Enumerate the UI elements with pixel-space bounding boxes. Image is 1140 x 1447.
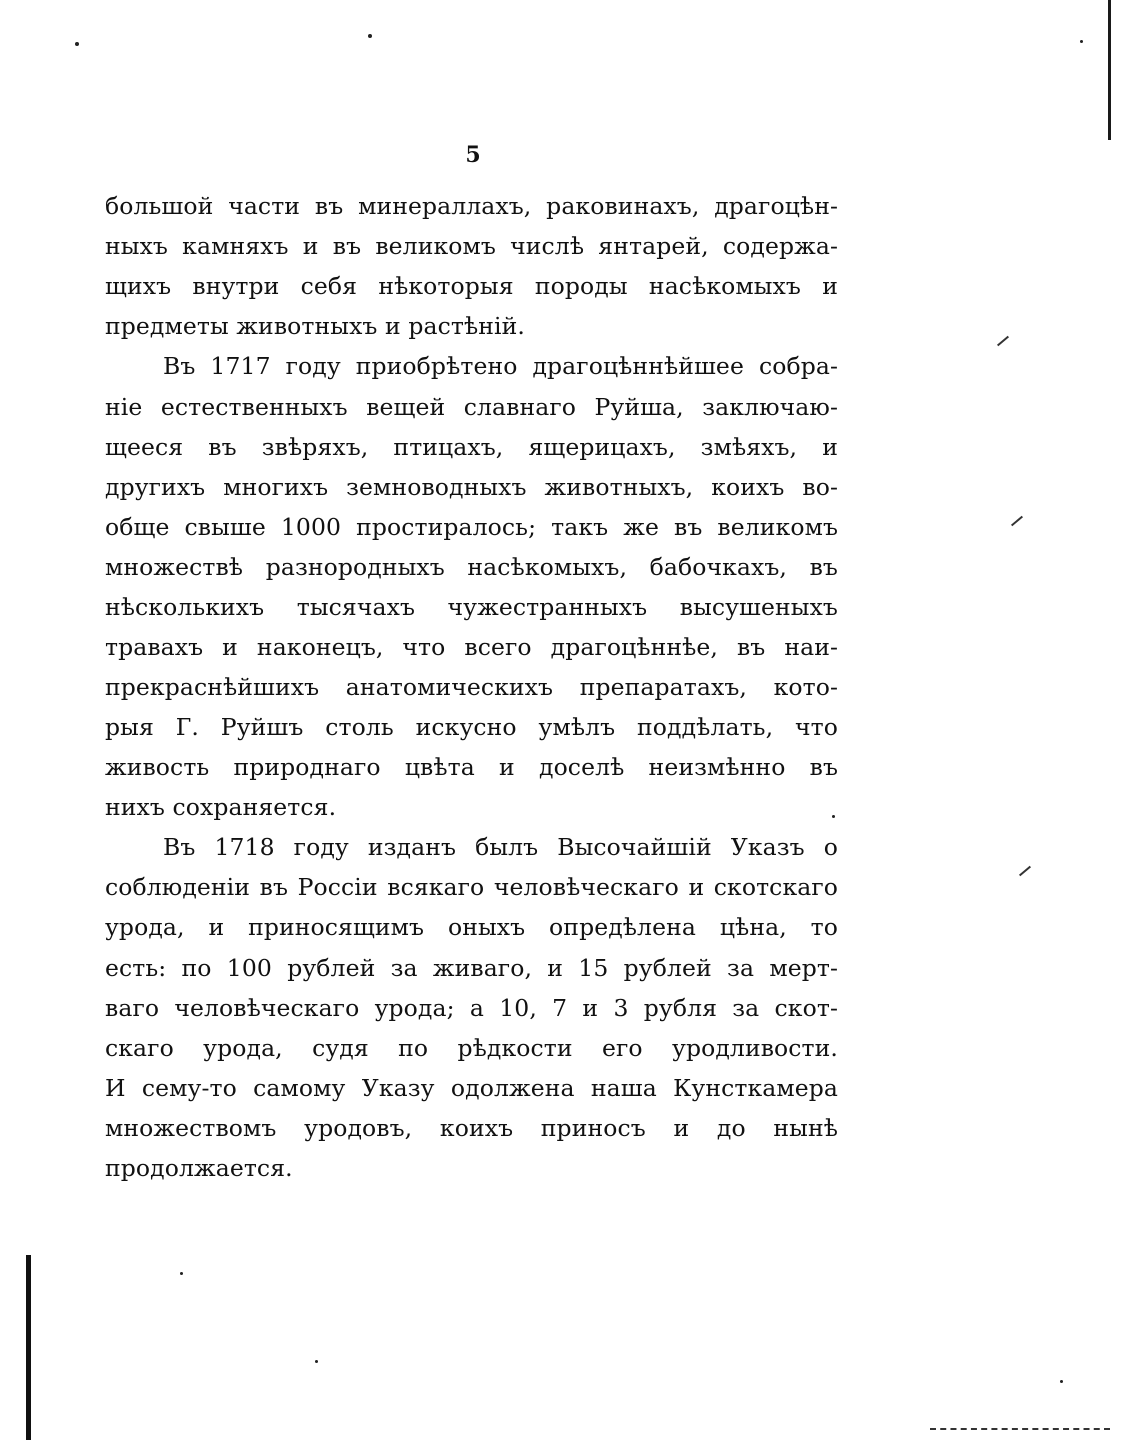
page-number: 5	[465, 142, 481, 168]
text-line: прекраснѣйшихъ анатомическихъ препаратахъ, кото-	[105, 673, 838, 701]
scan-speck	[368, 34, 372, 38]
page-edge-rule-right	[1108, 0, 1111, 140]
text-line: другихъ многихъ земноводныхъ животныхъ, коихъ во-	[105, 473, 838, 501]
text-line: нѣсколькихъ тысячахъ чужестранныхъ высушеныхъ	[105, 593, 838, 621]
text-line: обще свыше 1000 простиралось; такъ же въ великомъ	[105, 513, 838, 541]
text-line: ніе естественныхъ вещей славнаго Руйша, заключаю-	[105, 393, 838, 421]
text-line: щихъ внутри себя нѣкоторыя породы насѣкомыхъ и	[105, 272, 838, 300]
paragraph-first-line: Въ 1717 году приобрѣтено драгоцѣннѣйшее собра-	[163, 352, 838, 380]
text-line: множествомъ уродовъ, коихъ приносъ и до нынѣ	[105, 1114, 838, 1142]
text-line: И сему-то самому Указу одолжена наша Кунсткамера	[105, 1074, 838, 1102]
scan-speck	[180, 1272, 183, 1275]
paragraph-first-line: Въ 1718 году изданъ былъ Высочайшій Указъ о	[163, 833, 838, 861]
text-line: соблюденіи въ Россіи всякаго человѣческаго и скотскаго	[105, 873, 838, 901]
text-line: ваго человѣческаго урода; а 10, 7 и 3 рубля за скот-	[105, 994, 838, 1022]
scan-speck	[832, 815, 835, 818]
scan-mark	[1019, 866, 1031, 877]
scan-speck	[1060, 1380, 1063, 1383]
scan-speck	[1080, 40, 1083, 43]
text-line: предметы животныхъ и растѣній.	[105, 312, 525, 340]
text-line: скаго урода, судя по рѣдкости его уродливости.	[105, 1034, 838, 1062]
text-line: большой части въ минераллахъ, раковинахъ, драгоцѣн-	[105, 192, 838, 220]
page-edge-rule-left	[26, 1255, 31, 1440]
scan-mark	[997, 336, 1009, 347]
text-line: множествѣ разнородныхъ насѣкомыхъ, бабочкахъ, въ	[105, 553, 838, 581]
text-line: есть: по 100 рублей за живаго, и 15 рублей за мерт-	[105, 954, 838, 982]
text-line: травахъ и наконецъ, что всего драгоцѣннѣе, въ наи-	[105, 633, 838, 661]
text-line: рыя Г. Руйшъ столь искусно умѣлъ поддѣлать, что	[105, 713, 838, 741]
text-line: ныхъ камняхъ и въ великомъ числѣ янтарей, содержа-	[105, 232, 838, 260]
scan-mark	[1011, 516, 1023, 527]
scan-speck	[315, 1360, 318, 1363]
text-line: щееся въ звѣряхъ, птицахъ, ящерицахъ, змѣяхъ, и	[105, 433, 838, 461]
text-line: нихъ сохраняется.	[105, 793, 337, 821]
text-line: продолжается.	[105, 1154, 293, 1182]
text-line: живость природнаго цвѣта и доселѣ неизмѣнно въ	[105, 753, 838, 781]
page-edge-rule-bottom	[930, 1428, 1110, 1430]
text-line: урода, и приносящимъ оныхъ опредѣлена цѣна, то	[105, 913, 838, 941]
scan-speck	[75, 42, 79, 46]
